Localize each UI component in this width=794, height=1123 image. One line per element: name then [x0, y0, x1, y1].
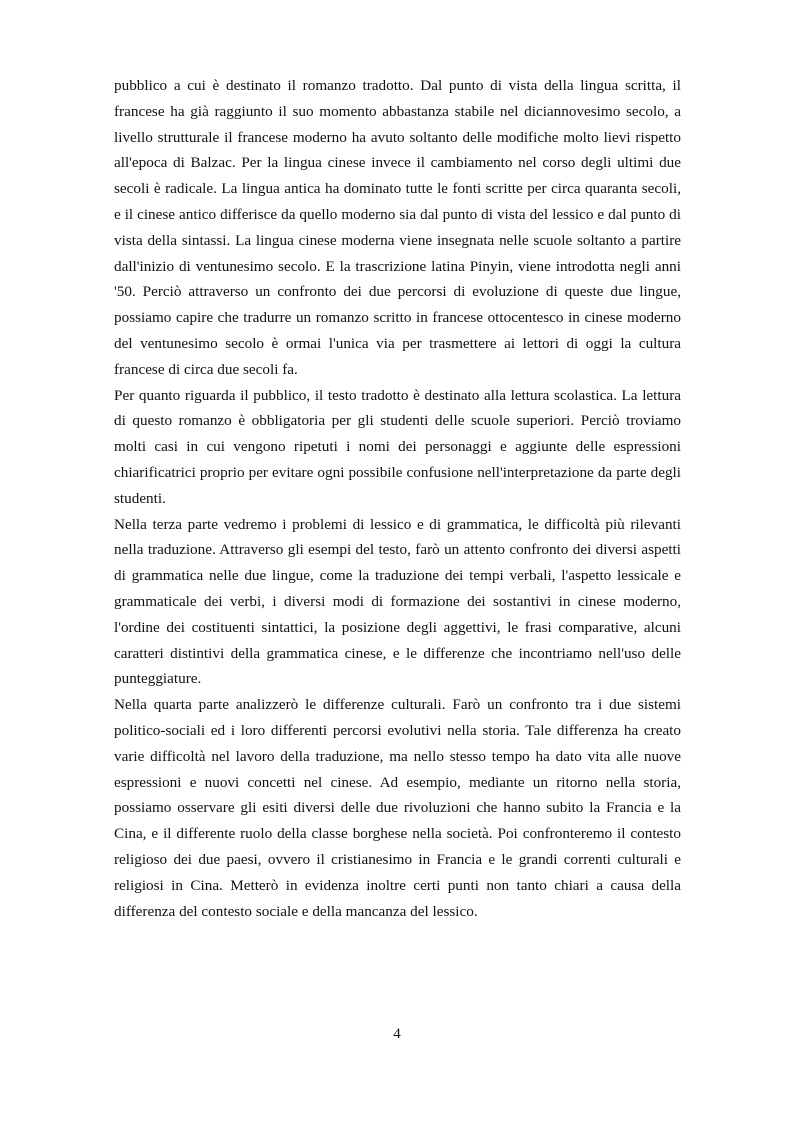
page-body [114, 73, 681, 924]
paragraph-school-audience: Per quanto riguarda il pubblico, il testo tradotto è destinato alla lettura scolastica. La lettura di questo romanzo è obbligatoria per gli studenti delle scuole superiori. Perciò troviamo molti casi in cui vengono ripetuti i nomi dei personaggi e aggiunte delle espressioni chiarificatrici proprio per evitare ogni possibile confusione nell'interpretazione da parte degli studenti. [114, 386, 681, 507]
paragraph-audience-language: pubblico a cui è destinato il romanzo tradotto. Dal punto di vista della lingua scritta, il francese ha già raggiunto il suo momento abbastanza stabile nel diciannovesimo secolo, a livello strutturale il francese moderno ha avuto soltanto delle modifiche molto lievi rispetto all'epoca di Balzac. Per la lingua cinese invece il cambiamento nel corso degli ultimi due secoli è radicale. La lingua antica ha dominato tutte le fonti scritte per circa quaranta secoli, e il cinese antico differisce da quello moderno sia dal punto di vista del lessico e dal punto di vista della sintassi. La lingua cinese moderna viene insegnata nelle scuole soltanto a partire dall'inizio di ventunesimo secolo. E la trascrizione latina Pinyin, viene introdotta negli anni '50. Perciò attraverso un confronto dei due percorsi di evoluzione di queste due lingue, possiamo capire che tradurre un romanzo scritto in francese ottocentesco in cinese moderno del ventunesimo secolo è ormai l'unica via per trasmettere ai lettori di oggi la cultura francese di circa due secoli fa. [114, 77, 681, 378]
page-number: 4 [393, 1026, 401, 1042]
paragraph-part-four: Nella quarta parte analizzerò le differenze culturali. Farò un confronto tra i due sistemi politico-sociali ed i loro differenti percorsi evolutivi nella storia. Tale differenza ha creato varie difficoltà nel lavoro della traduzione, ma nello stesso tempo ha dato vita alle nuove espressioni e nuovi concetti nel cinese. Ad esempio, mediante un ritorno nella storia, possiamo osservare gli esiti diversi delle due rivoluzioni che hanno subito la Francia e la Cina, e il differente ruolo della classe borghese nella società. Poi confronteremo il contesto religioso dei due paesi, ovvero il cristianesimo in Francia e le grandi correnti culturali e religiosi in Cina. Metterò in evidenza inoltre certi punti non tanto chiari a causa della differenza del contesto sociale e della mancanza del lessico. [114, 696, 681, 920]
paragraph-part-three: Nella terza parte vedremo i problemi di lessico e di grammatica, le difficoltà più rilevanti nella traduzione. Attraverso gli esempi del testo, farò un attento confronto dei diversi aspetti di grammatica nelle due lingue, come la traduzione dei tempi verbali, l'aspetto lessicale e grammaticale dei verbi, i diversi modi di formazione dei sostantivi in cinese moderno, l'ordine dei costituenti sintattici, la posizione degli aggettivi, le frasi comparative, alcuni caratteri distintivi della grammatica cinese, e le differenze che incontriamo nell'uso delle punteggiature. [114, 515, 681, 688]
